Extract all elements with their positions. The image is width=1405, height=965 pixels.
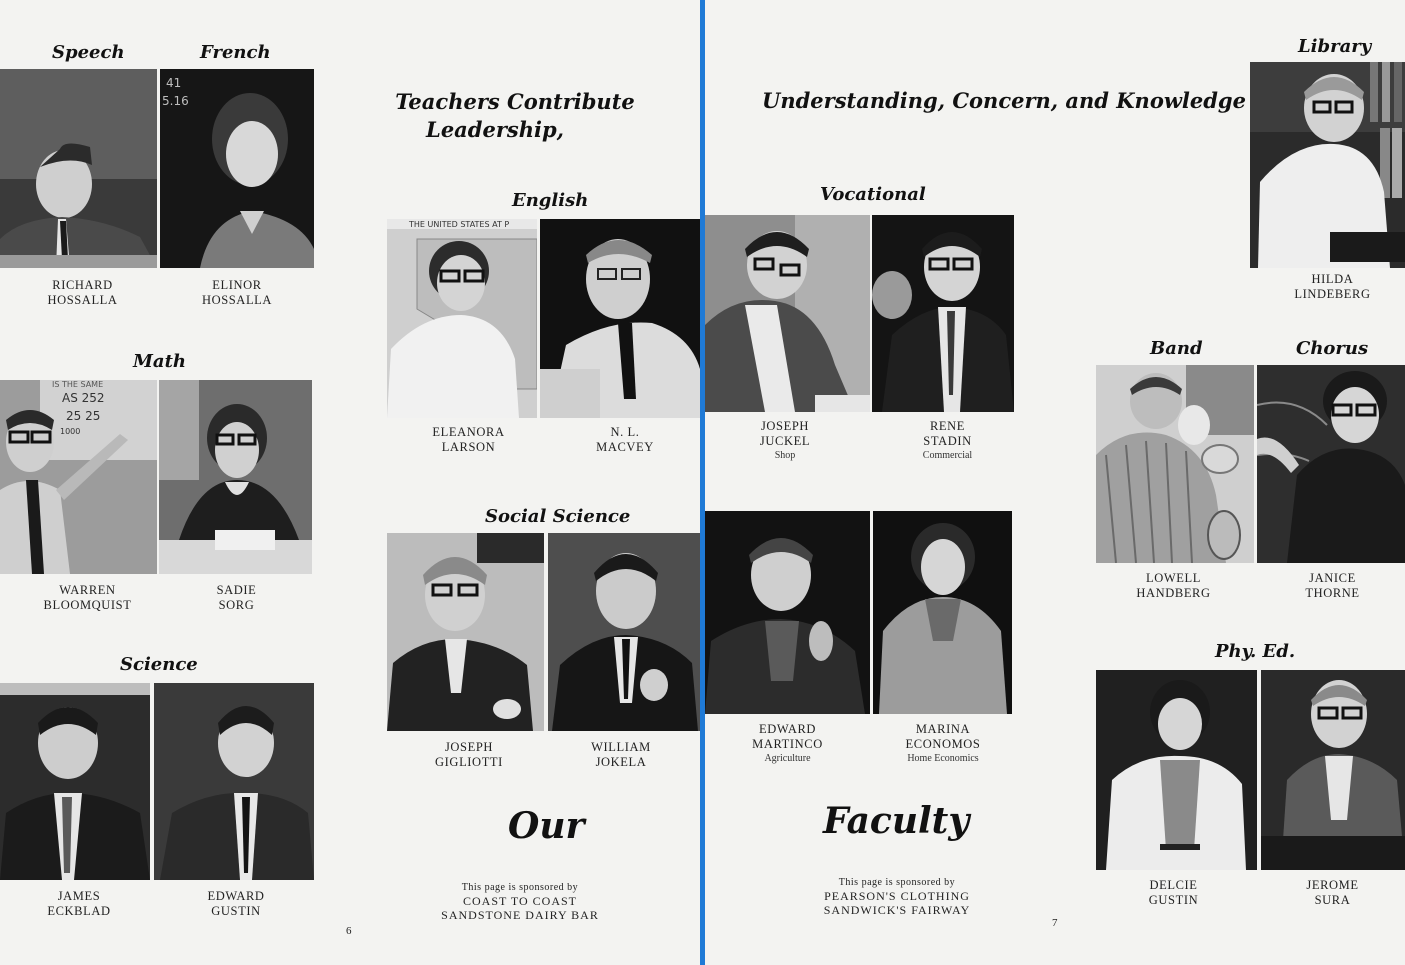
teacher-last-name: JOKELA (595, 755, 647, 769)
teacher-photo (1096, 670, 1257, 870)
teacher-department: Agriculture (764, 753, 811, 764)
teacher-department: Home Economics (907, 753, 979, 764)
teacher-photo (548, 533, 700, 731)
teacher-last-name: GIGLIOTTI (435, 755, 503, 769)
teacher-photo (0, 69, 157, 268)
teacher-photo (1261, 670, 1405, 870)
teacher-name (863, 722, 1023, 766)
teacher-name (1096, 878, 1251, 908)
teacher-last-name: GUSTIN (211, 904, 261, 918)
teacher-name (390, 740, 548, 770)
teacher-last-name: MARTINCO (752, 737, 823, 751)
teacher-department: Shop (774, 450, 796, 461)
teacher-name (705, 722, 870, 766)
teacher-first-name: RENE (929, 419, 966, 433)
sponsor-intro: This page is sponsored by (461, 882, 579, 893)
teacher-first-name: ELINOR (212, 278, 262, 292)
teacher-first-name: EDWARD (758, 722, 817, 736)
teacher-photo (0, 683, 150, 880)
teacher-last-name: HOSSALLA (201, 293, 273, 307)
section-heading-math: Math (133, 351, 186, 372)
sponsor-block (797, 877, 997, 917)
teacher-last-name: HOSSALLA (47, 293, 118, 307)
teacher-photo (0, 380, 157, 574)
section-heading-chorus: Chorus (1296, 338, 1369, 359)
chalk-text: AS 252 (62, 391, 105, 405)
teacher-name (158, 278, 316, 308)
teacher-photo (387, 533, 544, 731)
teacher-photo (873, 511, 1012, 714)
teacher-name (705, 419, 865, 463)
teacher-name (0, 889, 158, 919)
sponsor-business: SANDSTONE DAIRY BAR (441, 908, 599, 922)
teacher-first-name: ELEANORA (432, 425, 505, 439)
chalk-number: 5.16 (162, 94, 189, 108)
left-page (0, 0, 700, 965)
teacher-name (545, 425, 700, 455)
teacher-first-name: JEROME (1306, 878, 1359, 892)
teacher-photo (1250, 62, 1405, 268)
teacher-last-name: LINDEBERG (1294, 287, 1371, 301)
teacher-last-name: GUSTIN (1148, 893, 1199, 907)
map-title: THE UNITED STATES AT P (409, 220, 510, 229)
teacher-first-name: JANICE (1309, 571, 1356, 585)
teacher-first-name: LOWELL (1146, 571, 1201, 585)
teacher-last-name: ECKBLAD (47, 904, 111, 918)
teacher-photo (540, 219, 700, 418)
sponsor-block (420, 882, 620, 922)
teacher-first-name: WARREN (59, 583, 116, 597)
teacher-last-name: LARSON (441, 440, 496, 454)
teacher-last-name: HANDBERG (1136, 586, 1211, 600)
sponsor-business: SANDWICK'S FAIRWAY (823, 903, 971, 917)
section-heading-phy-ed: Phy. Ed. (1215, 641, 1296, 662)
teacher-name (0, 278, 165, 308)
teacher-first-name: WILLIAM (591, 740, 651, 754)
section-heading-social-science: Social Science (485, 506, 631, 527)
teacher-department: Commercial (922, 450, 973, 461)
sponsor-business: COAST TO COAST (462, 894, 578, 908)
teacher-last-name: THORNE (1305, 586, 1360, 600)
sponsor-business: PEARSON'S CLOTHING (824, 889, 970, 903)
teacher-first-name: JOSEPH (444, 740, 494, 754)
right-page (705, 0, 1405, 965)
teacher-photo (154, 683, 314, 880)
teacher-name (387, 425, 550, 455)
teacher-name (1250, 571, 1405, 601)
teacher-last-name: JUCKEL (759, 434, 811, 448)
teacher-photo (705, 511, 870, 714)
section-heading-speech: Speech (52, 42, 125, 63)
teacher-last-name: SURA (1314, 893, 1351, 907)
teacher-last-name: ECONOMOS (905, 737, 981, 751)
teacher-name (156, 889, 316, 919)
section-heading-library: Library (1298, 36, 1372, 57)
teacher-name (1250, 272, 1405, 302)
teacher-first-name: N. L. (610, 425, 640, 439)
chalk-text: 25 25 (66, 409, 101, 423)
teacher-first-name: MARINA (915, 722, 971, 736)
teacher-first-name: SADIE (216, 583, 257, 597)
title-line: Teachers Contribute (395, 89, 635, 114)
teacher-name (865, 419, 1030, 463)
teacher-name (1096, 571, 1251, 601)
teacher-name (159, 583, 314, 613)
big-title-word: Faculty (823, 800, 970, 842)
teacher-photo (872, 215, 1014, 412)
teacher-last-name: MACVEY (596, 440, 654, 454)
page-number: 6 (346, 925, 352, 937)
chalk-text: 1000 (60, 427, 81, 436)
teacher-name (545, 740, 697, 770)
chalk-text: IS THE SAME (52, 380, 104, 389)
page-number: 7 (1052, 917, 1058, 929)
chalk-number: 41 (166, 76, 182, 90)
teacher-last-name: BLOOMQUIST (43, 598, 132, 612)
teacher-photo (1257, 365, 1405, 563)
teacher-photo (159, 380, 312, 574)
section-heading-vocational: Vocational (820, 184, 926, 205)
teacher-name (0, 583, 175, 613)
section-heading-french: French (200, 42, 271, 63)
page-title (395, 88, 635, 144)
teacher-first-name: JAMES (57, 889, 101, 903)
teacher-first-name: DELCIE (1149, 878, 1198, 892)
title-line: Leadership, (426, 117, 564, 142)
teacher-first-name: JOSEPH (760, 419, 810, 433)
teacher-last-name: SORG (218, 598, 255, 612)
teacher-photo (160, 69, 314, 268)
teacher-last-name: STADIN (923, 434, 972, 448)
section-heading-science: Science (120, 654, 198, 675)
sponsor-intro: This page is sponsored by (838, 877, 956, 888)
teacher-first-name: EDWARD (207, 889, 265, 903)
teacher-photo (1096, 365, 1254, 563)
page-title: Understanding, Concern, and Knowledge (762, 88, 1246, 113)
big-title-word: Our (508, 805, 585, 847)
teacher-first-name: RICHARD (52, 278, 113, 292)
section-heading-english: English (512, 190, 589, 211)
teacher-first-name: HILDA (1311, 272, 1354, 286)
teacher-photo (705, 215, 870, 412)
section-heading-band: Band (1150, 338, 1203, 359)
teacher-photo (387, 219, 537, 418)
teacher-name (1250, 878, 1405, 908)
